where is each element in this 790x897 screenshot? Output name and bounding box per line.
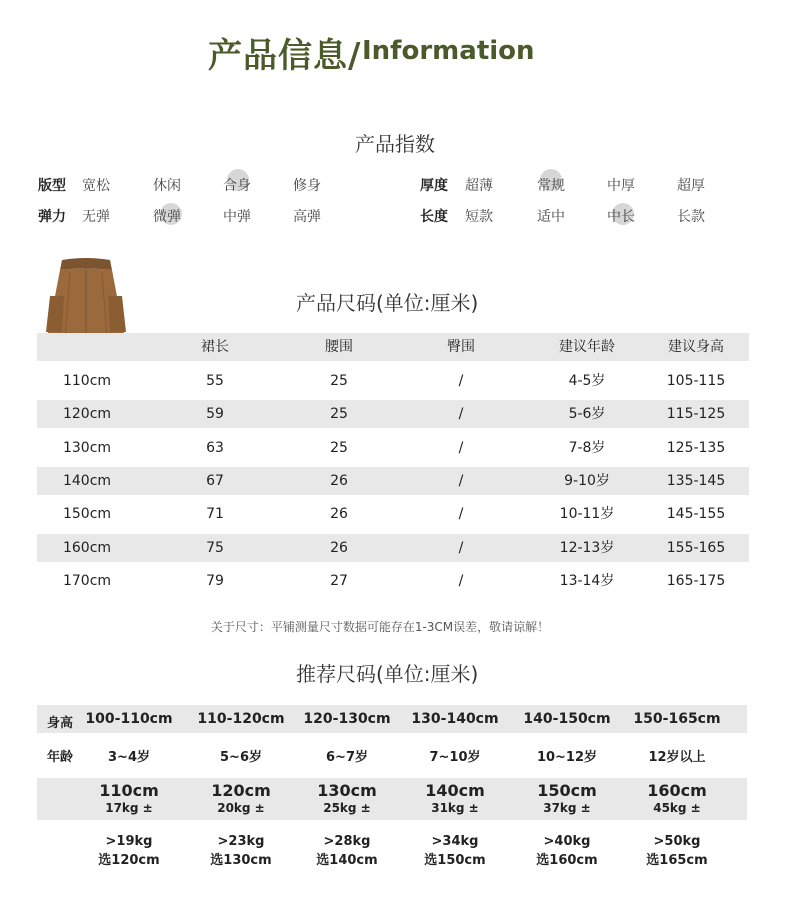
index-option: 适中 <box>537 209 565 225</box>
overweight-value: >40kg <box>543 834 591 849</box>
height-range: 120-130cm <box>303 711 391 727</box>
weight-value: 17kg ± <box>105 801 153 815</box>
table-cell: 130cm <box>62 439 112 456</box>
table-cell: 27 <box>330 572 348 589</box>
table-row <box>37 534 749 562</box>
table-cell: 12-13岁 <box>559 539 615 556</box>
age-range: 5~6岁 <box>220 750 262 765</box>
index-option: 超薄 <box>465 178 493 194</box>
table-cell: 110cm <box>62 373 112 389</box>
table-header: 臀围 <box>447 339 475 355</box>
table-cell: 25 <box>330 373 348 389</box>
height-range: 100-110cm <box>85 711 173 727</box>
size-value: 140cm <box>425 781 485 800</box>
pick-size: 选150cm <box>424 853 486 868</box>
age-range: 12岁以上 <box>648 750 706 765</box>
page-title-en: Information <box>362 36 535 66</box>
height-range: 140-150cm <box>523 711 611 727</box>
table-header: 腰围 <box>325 339 353 355</box>
age-range: 7~10岁 <box>429 750 481 765</box>
table-cell: / <box>458 539 464 556</box>
age-range: 3~4岁 <box>108 750 150 765</box>
table-cell: 170cm <box>62 572 112 589</box>
index-option: 修身 <box>293 178 321 194</box>
table-cell: 165-175 <box>666 572 726 589</box>
height-range: 150-165cm <box>633 711 721 727</box>
table-cell: 150cm <box>62 506 112 523</box>
index-option: 超厚 <box>677 178 705 194</box>
height-range: 110-120cm <box>197 711 285 727</box>
height-range: 130-140cm <box>411 711 499 727</box>
table-cell: 59 <box>206 406 224 423</box>
pick-size: 选140cm <box>316 853 378 868</box>
index-option: 长款 <box>677 209 705 225</box>
table-cell: 26 <box>330 472 348 489</box>
table-cell: 71 <box>206 506 224 523</box>
table-cell: / <box>458 373 464 389</box>
table-row <box>37 500 749 528</box>
table-row <box>37 367 749 395</box>
size-value: 160cm <box>647 781 707 800</box>
size-value: 120cm <box>211 781 271 800</box>
table-cell: 67 <box>206 472 224 489</box>
table-row <box>37 567 749 595</box>
table-cell: 10-11岁 <box>559 506 615 523</box>
age-range: 10~12岁 <box>536 750 598 765</box>
table-header: 建议年龄 <box>559 339 615 355</box>
pick-size: 选130cm <box>210 853 272 868</box>
table-row <box>37 467 749 495</box>
index-label-elasticity: 弹力 <box>38 209 66 225</box>
table-cell: / <box>458 406 464 423</box>
index-label-fit: 版型 <box>38 178 66 194</box>
table-cell: 120cm <box>62 406 112 423</box>
table-cell: 9-10岁 <box>564 472 610 489</box>
table-cell: 140cm <box>62 472 112 489</box>
table-cell: 7-8岁 <box>568 439 606 456</box>
index-label-length: 长度 <box>420 209 448 225</box>
age-label: 年龄 <box>47 750 74 765</box>
table-cell: 26 <box>330 506 348 523</box>
index-title: 产品指数 <box>355 132 435 156</box>
table-cell: 145-155 <box>666 506 726 523</box>
overweight-value: >34kg <box>431 834 479 849</box>
height-label: 身高 <box>47 716 74 731</box>
table-cell: 135-145 <box>666 472 726 489</box>
table-row <box>37 434 749 462</box>
table-cell: / <box>458 506 464 523</box>
size-value: 150cm <box>537 781 597 800</box>
index-option: 中厚 <box>607 178 635 194</box>
weight-value: 25kg ± <box>323 801 371 815</box>
index-option: 短款 <box>465 209 493 225</box>
size-value: 110cm <box>99 781 159 800</box>
table-cell: / <box>458 572 464 589</box>
table-cell: 160cm <box>62 539 112 556</box>
weight-value: 20kg ± <box>217 801 265 815</box>
pick-size: 选165cm <box>646 853 708 868</box>
table-cell: 115-125 <box>666 406 726 423</box>
weight-value: 37kg ± <box>543 801 591 815</box>
index-label-thickness: 厚度 <box>420 178 448 194</box>
table-cell: 13-14岁 <box>559 572 615 589</box>
table-cell: 5-6岁 <box>568 406 606 423</box>
index-option: 宽松 <box>82 178 110 194</box>
index-option: 休闲 <box>153 178 181 194</box>
weight-value: 45kg ± <box>653 801 701 815</box>
size-table-title: 产品尺码(单位:厘米) <box>296 291 479 315</box>
table-cell: 155-165 <box>666 539 726 556</box>
pick-size: 选120cm <box>98 853 160 868</box>
pick-size: 选160cm <box>536 853 598 868</box>
table-cell: 25 <box>330 406 348 423</box>
index-option: 合身 <box>223 178 251 194</box>
table-header: 建议身高 <box>668 339 724 355</box>
table-cell: 26 <box>330 539 348 556</box>
table-cell: 75 <box>206 539 224 556</box>
index-option: 微弹 <box>153 209 181 225</box>
index-option: 无弹 <box>82 209 110 225</box>
table-cell: 125-135 <box>666 439 726 456</box>
index-option: 中弹 <box>223 209 251 225</box>
table-cell: 105-115 <box>666 373 726 389</box>
table-cell: / <box>458 472 464 489</box>
page-title-cn: 产品信息/ <box>208 36 362 76</box>
size-note: 关于尺寸：平铺测量尺寸数据可能存在1-3CM误差，敬请谅解！ <box>210 620 550 634</box>
overweight-value: >50kg <box>653 834 701 849</box>
overweight-value: >19kg <box>105 834 153 849</box>
table-header-row <box>37 333 749 361</box>
table-row <box>37 400 749 428</box>
index-option: 常规 <box>537 178 565 194</box>
weight-value: 31kg ± <box>431 801 479 815</box>
index-option: 中长 <box>607 209 635 225</box>
index-option: 高弹 <box>293 209 321 225</box>
overweight-value: >28kg <box>323 834 371 849</box>
table-cell: / <box>458 439 464 456</box>
table-header: 裙长 <box>201 339 229 355</box>
table-cell: 63 <box>206 439 224 456</box>
table-cell: 55 <box>206 373 224 389</box>
table-cell: 79 <box>206 572 224 589</box>
recommend-title: 推荐尺码(单位:厘米) <box>296 662 479 686</box>
overweight-value: >23kg <box>217 834 265 849</box>
age-range: 6~7岁 <box>326 750 368 765</box>
table-cell: 25 <box>330 439 348 456</box>
table-cell: 4-5岁 <box>568 373 606 389</box>
size-value: 130cm <box>317 781 377 800</box>
